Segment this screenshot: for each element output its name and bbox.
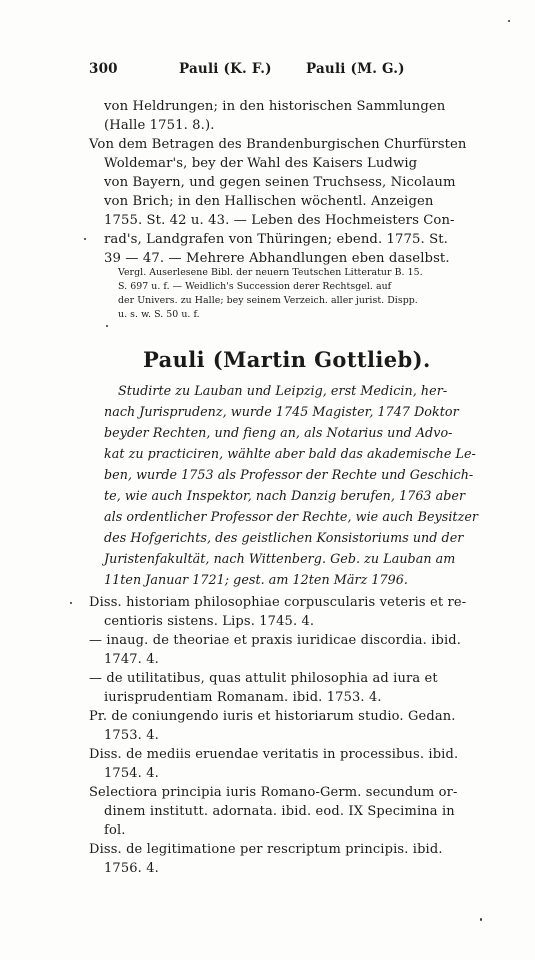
scan-speck xyxy=(70,602,72,604)
work-line: 1754. 4. xyxy=(104,766,159,781)
bio-line: nach Jurisprudenz, wurde 1745 Magister, 1747 Doktor xyxy=(104,404,459,419)
note-line: der Univers. zu Halle; bey seinem Verzeich. aller jurist. Dispp. xyxy=(118,295,418,306)
note-line: S. 697 u. f. — Weidlich's Succession derer Rechtsgel. auf xyxy=(118,281,392,292)
text-line: von Brich; in den Hallischen wöchentl. Anzeigen xyxy=(104,194,434,209)
work-line: Diss. de legitimatione per rescriptum principis. ibid. xyxy=(89,842,443,857)
work-line: 1753. 4. xyxy=(104,728,159,743)
page-number: 300 xyxy=(89,61,118,77)
bio-line: Studirte zu Lauban und Leipzig, erst Medicin, her- xyxy=(118,383,448,398)
scan-speck xyxy=(508,20,510,22)
text-line: 39 — 47. — Mehrere Abhandlungen eben daselbst. xyxy=(104,251,450,266)
work-line: 1756. 4. xyxy=(104,861,159,876)
text-line: rad's, Landgrafen von Thüringen; ebend. 1775. St. xyxy=(104,232,448,247)
work-line: — inaug. de theoriae et praxis iuridicae discordia. ibid. xyxy=(89,633,462,648)
running-head-left-title: Pauli (K. F.) xyxy=(179,61,272,77)
text-line: (Halle 1751. 8.). xyxy=(104,118,215,133)
work-line: fol. xyxy=(104,823,126,838)
bio-line: beyder Rechten, und fieng an, als Notarius und Advo- xyxy=(104,425,453,440)
running-head-right-title: Pauli (M. G.) xyxy=(306,61,405,77)
text-line: Von dem Betragen des Brandenburgischen Churfürsten xyxy=(89,137,467,152)
bio-line: ben, wurde 1753 als Professor der Rechte und Geschich- xyxy=(104,467,474,482)
text-line: 1755. St. 42 u. 43. — Leben des Hochmeisters Con- xyxy=(104,213,455,228)
text-line: von Heldrungen; in den historischen Sammlungen xyxy=(104,99,446,114)
bio-line: des Hofgerichts, des geistlichen Konsistoriums und der xyxy=(104,530,464,545)
work-line: dinem institutt. adornata. ibid. eod. IX Specimina in xyxy=(104,804,455,819)
bio-line: als ordentlicher Professor der Rechte, wie auch Beysitzer xyxy=(104,509,478,524)
scan-speck xyxy=(106,325,108,327)
work-line: Pr. de coniungendo iuris et historiarum studio. Gedan. xyxy=(89,709,456,724)
bio-line: kat zu practiciren, wählte aber bald das akademische Le- xyxy=(104,446,476,461)
text-line: von Bayern, und gegen seinen Truchsess, Nicolaum xyxy=(104,175,456,190)
work-line: Selectiora principia iuris Romano-Germ. secundum or- xyxy=(89,785,458,800)
bio-line: Juristenfakultät, nach Wittenberg. Geb. zu Lauban am xyxy=(104,551,456,566)
text-line: Woldemar's, bey der Wahl des Kaisers Ludwig xyxy=(104,156,418,171)
note-line: Vergl. Auserlesene Bibl. der neuern Teutschen Litteratur B. 15. xyxy=(118,267,423,278)
scan-speck xyxy=(480,918,482,921)
entry-heading: Pauli (Martin Gottlieb). xyxy=(143,347,431,372)
bio-line: 11ten Januar 1721; gest. am 12ten März 1796. xyxy=(104,572,408,587)
bio-line: te, wie auch Inspektor, nach Danzig berufen, 1763 aber xyxy=(104,488,466,503)
work-line: 1747. 4. xyxy=(104,652,159,667)
work-line: iurisprudentiam Romanam. ibid. 1753. 4. xyxy=(104,690,382,705)
work-line: — de utilitatibus, quas attulit philosophia ad iura et xyxy=(89,671,438,686)
note-line: u. s. w. S. 50 u. f. xyxy=(118,309,200,320)
scan-speck xyxy=(84,238,86,240)
work-line: Diss. historiam philosophiae corpuscularis veteris et re- xyxy=(89,595,467,610)
work-line: Diss. de mediis eruendae veritatis in processibus. ibid. xyxy=(89,747,459,762)
work-line: centioris sistens. Lips. 1745. 4. xyxy=(104,614,315,629)
